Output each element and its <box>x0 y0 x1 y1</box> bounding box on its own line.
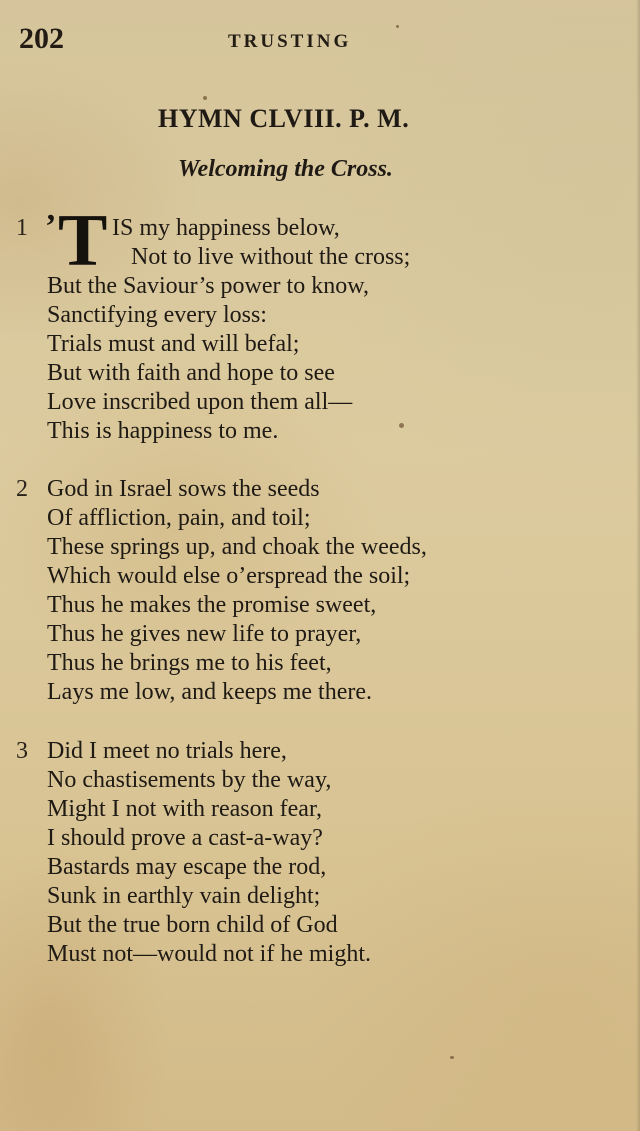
verse-line: These springs up, and choak the weeds, <box>47 534 427 560</box>
verse-line: But with faith and hope to see <box>47 360 335 386</box>
running-head <box>0 22 640 62</box>
drop-cap: T <box>58 200 108 282</box>
paper-speck <box>399 423 404 428</box>
verse-number: 3 <box>16 738 28 764</box>
verse-line: Thus he makes the promise sweet, <box>47 592 377 618</box>
verse-line: But the true born child of God <box>47 912 338 938</box>
verse-line: Which would else o’erspread the soil; <box>47 563 411 589</box>
page-edge <box>636 0 640 1131</box>
verse-line: This is happiness to me. <box>47 418 279 444</box>
verse-line: God in Israel sows the seeds <box>47 476 320 502</box>
verse-line: Of affliction, pain, and toil; <box>47 505 311 531</box>
verse-line: Did I meet no trials here, <box>47 738 287 764</box>
verse-number: 2 <box>16 476 28 502</box>
drop-quote-mark: ’ <box>45 208 57 245</box>
section-title: TRUSTING <box>228 31 352 52</box>
hymn-heading: HYMN CLVIII. P. M. <box>158 104 410 133</box>
verse-line: Love inscribed upon them all— <box>47 389 353 415</box>
verse-line: But the Saviour’s power to know, <box>47 273 369 299</box>
verse-line: Thus he brings me to his feet, <box>47 650 332 676</box>
verse-line: Lays me low, and keeps me there. <box>47 679 372 705</box>
page-number: 202 <box>19 22 64 55</box>
verse-line: Not to live without the cross; <box>131 244 411 270</box>
hymn-subtitle: Welcoming the Cross. <box>178 156 393 182</box>
verse-line: Sanctifying every loss: <box>47 302 267 328</box>
verse-line: Might I not with reason fear, <box>47 796 322 822</box>
verse-line: Must not—would not if he might. <box>47 941 371 967</box>
verse-line: IS my happiness below, <box>112 215 340 241</box>
paper-speck <box>203 96 207 100</box>
verse-line: Bastards may escape the rod, <box>47 854 327 880</box>
paper-speck <box>450 1056 454 1059</box>
verse-line: I should prove a cast-a-way? <box>47 825 323 851</box>
verse-line: Sunk in earthly vain delight; <box>47 883 321 909</box>
verse-number: 1 <box>16 215 28 241</box>
verse-line: No chastisements by the way, <box>47 767 332 793</box>
verse-line: Thus he gives new life to prayer, <box>47 621 362 647</box>
verse-line: Trials must and will befal; <box>47 331 300 357</box>
